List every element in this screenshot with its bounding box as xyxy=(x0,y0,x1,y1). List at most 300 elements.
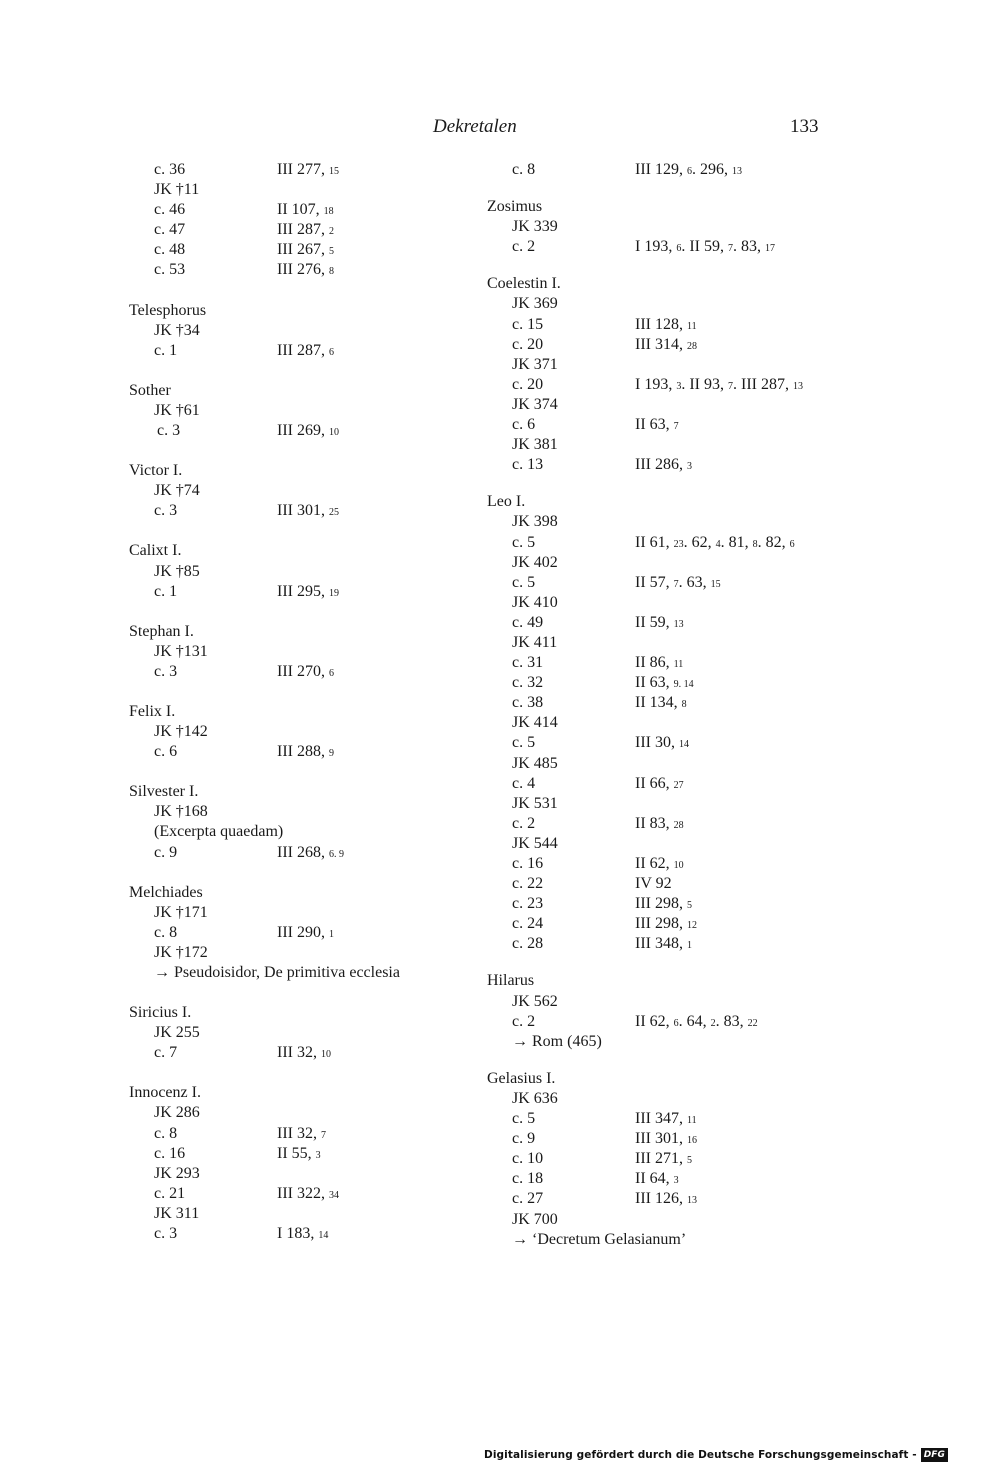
entry-label: c. 15 xyxy=(512,315,544,333)
register-number xyxy=(129,481,459,501)
volume-reference xyxy=(277,1144,321,1166)
volume-reference xyxy=(635,653,683,675)
entry-label: Innocenz I. xyxy=(129,1084,201,1102)
entry-label: c. 1 xyxy=(154,582,178,600)
reference-page: II 64, xyxy=(635,1170,674,1188)
reference-page: III 322, xyxy=(277,1184,329,1202)
register-number xyxy=(487,1210,857,1230)
reference-line: 9. 14 xyxy=(673,679,694,691)
chapter-entry xyxy=(487,673,857,693)
entry-label: Sother xyxy=(129,381,171,399)
chapter-entry xyxy=(487,415,857,435)
volume-reference xyxy=(635,533,795,555)
reference-page: IV 92 xyxy=(635,875,672,893)
volume-reference xyxy=(635,375,803,397)
entry-label: JK 544 xyxy=(512,834,558,852)
reference-line: 4 xyxy=(715,538,721,550)
entry-gap xyxy=(129,361,459,381)
volume-reference xyxy=(277,341,334,363)
reference-page: II 55, xyxy=(277,1144,316,1162)
chapter-entry xyxy=(129,582,459,602)
entry-label: c. 5 xyxy=(512,573,536,591)
reference-line: 10 xyxy=(328,427,339,439)
entry-label: JK 339 xyxy=(512,218,558,236)
entry-label: JK 374 xyxy=(512,395,558,413)
entry-label: c. 6 xyxy=(154,743,178,761)
entry-label: c. 18 xyxy=(512,1170,544,1188)
entry-label: Hilarus xyxy=(487,972,535,990)
pope-heading xyxy=(487,197,857,217)
entry-label: c. 2 xyxy=(512,1012,536,1030)
reference-page: III 128, xyxy=(635,315,687,333)
volume-reference xyxy=(277,160,339,182)
volume-reference xyxy=(277,501,339,523)
entry-label: Silvester I. xyxy=(129,783,199,801)
reference-line: 6 xyxy=(328,667,334,679)
volume-reference xyxy=(635,1169,679,1191)
entry-label: c. 9 xyxy=(154,843,178,861)
pope-heading xyxy=(129,622,459,642)
entry-label: (Excerpta quaedam) xyxy=(154,823,284,841)
register-number xyxy=(487,355,857,375)
chapter-entry xyxy=(487,1169,857,1189)
chapter-entry xyxy=(487,237,857,257)
footer-text: Digitalisierung gefördert durch die Deutsche Forschungsgemeinschaft - xyxy=(484,1449,917,1461)
entry-label: Calixt I. xyxy=(129,542,182,560)
volume-reference xyxy=(277,220,334,242)
chapter-entry xyxy=(487,774,857,794)
reference-line: 14 xyxy=(318,1230,329,1242)
reference-page: II 66, xyxy=(635,774,674,792)
reference-line: 8 xyxy=(681,699,687,711)
entry-gap xyxy=(487,257,857,274)
register-number xyxy=(487,633,857,653)
register-number xyxy=(129,722,459,742)
entry-gap xyxy=(129,863,459,883)
entry-label: Gelasius I. xyxy=(487,1069,556,1087)
chapter-entry xyxy=(129,923,459,943)
reference-line: 28 xyxy=(686,340,697,352)
entry-label: c. 27 xyxy=(512,1190,544,1208)
chapter-entry xyxy=(487,693,857,713)
entry-label: JK †34 xyxy=(154,321,200,339)
entry-label: c. 1 xyxy=(154,341,178,359)
entry-gap xyxy=(487,475,857,492)
chapter-entry xyxy=(129,501,459,521)
volume-reference xyxy=(635,693,687,715)
reference-page: . 81, xyxy=(720,533,753,551)
entry-label: JK 636 xyxy=(512,1089,558,1107)
dfg-logo: DFG xyxy=(921,1448,948,1462)
pope-heading xyxy=(129,883,459,903)
reference-line: 8 xyxy=(328,266,334,278)
register-number xyxy=(487,713,857,733)
entry-label: c. 31 xyxy=(512,654,544,672)
volume-reference xyxy=(635,415,679,437)
volume-reference xyxy=(277,1224,328,1246)
register-number xyxy=(129,1103,459,1123)
entry-label: c. 47 xyxy=(154,221,186,239)
reference-page: III 129, xyxy=(635,161,687,178)
chapter-entry xyxy=(129,1144,459,1164)
entry-label: JK 398 xyxy=(512,513,558,531)
reference-page: II 134, xyxy=(635,694,682,712)
reference-line: 6 xyxy=(676,243,682,255)
entry-label: c. 3 xyxy=(154,502,178,520)
entry-gap xyxy=(129,521,459,541)
reference-page: II 62, xyxy=(635,855,674,872)
register-number xyxy=(487,435,857,455)
chapter-entry xyxy=(487,854,857,874)
register-number xyxy=(129,943,459,963)
reference-line: 13 xyxy=(731,166,742,177)
entry-label: → Pseudoisidor, De primitiva ecclesia xyxy=(154,964,400,981)
entry-label: c. 16 xyxy=(512,855,544,872)
volume-reference xyxy=(635,335,697,357)
reference-line: 7 xyxy=(320,1129,326,1141)
reference-line: 11 xyxy=(673,659,684,671)
reference-page: II 59, xyxy=(635,613,674,631)
chapter-entry xyxy=(129,742,459,762)
reference-line: 3 xyxy=(673,1175,679,1187)
entry-label: c. 28 xyxy=(512,935,544,953)
reference-page: . 83, xyxy=(732,238,765,256)
entry-label: JK †172 xyxy=(154,943,208,961)
reference-line: 18 xyxy=(323,206,334,218)
reference-line: 7 xyxy=(727,380,733,392)
entry-label: c. 8 xyxy=(154,923,178,941)
register-number xyxy=(129,642,459,662)
reference-page: . 82, xyxy=(757,533,790,551)
chapter-entry xyxy=(487,533,857,553)
reference-page: I 193, xyxy=(635,238,677,256)
entry-label: JK 371 xyxy=(512,355,558,373)
entry-label: JK 369 xyxy=(512,295,558,313)
reference-page: II 57, xyxy=(635,573,674,591)
volume-reference xyxy=(277,742,334,764)
entry-label: JK 531 xyxy=(512,794,558,812)
entry-label: c. 2 xyxy=(512,238,536,256)
reference-line: 19 xyxy=(328,587,339,599)
chapter-entry xyxy=(129,220,459,240)
volume-reference xyxy=(635,1149,692,1171)
entry-label: c. 20 xyxy=(512,375,544,393)
entry-label: c. 7 xyxy=(154,1044,178,1062)
index-column-left xyxy=(129,160,459,1244)
reference-line: 28 xyxy=(673,819,684,831)
reference-line: 23 xyxy=(673,538,684,550)
entry-label: Felix I. xyxy=(129,702,176,720)
chapter-entry xyxy=(487,733,857,753)
reference-line: 6 xyxy=(686,166,692,177)
chapter-entry xyxy=(487,894,857,914)
entry-label: c. 6 xyxy=(512,416,536,434)
reference-line: 1 xyxy=(328,928,334,940)
register-number xyxy=(129,321,459,341)
reference-line: 6. 9 xyxy=(328,848,344,860)
entry-gap xyxy=(129,441,459,461)
reference-page: III 288, xyxy=(277,743,329,761)
entry-label: JK †168 xyxy=(154,803,208,821)
entry-label: → ‘Decretum Gelasianum’ xyxy=(512,1230,687,1248)
register-number xyxy=(129,401,459,421)
entry-label: JK 414 xyxy=(512,714,558,732)
pope-heading xyxy=(129,541,459,561)
reference-line: 5 xyxy=(328,246,334,258)
entry-label: c. 5 xyxy=(512,1110,536,1128)
chapter-entry xyxy=(487,814,857,834)
reference-line: 6 xyxy=(673,1017,679,1029)
reference-line: 17 xyxy=(764,243,775,255)
reference-line: 34 xyxy=(328,1189,339,1201)
chapter-entry xyxy=(487,315,857,335)
volume-reference xyxy=(277,1043,331,1065)
entry-label: c. 13 xyxy=(512,456,544,474)
chapter-entry xyxy=(129,1043,459,1063)
reference-page: III 276, xyxy=(277,261,329,279)
reference-page: III 270, xyxy=(277,662,329,680)
entry-label: JK †11 xyxy=(154,181,200,199)
chapter-entry xyxy=(487,160,857,180)
entry-gap xyxy=(129,682,459,702)
entry-label: JK †131 xyxy=(154,642,208,660)
volume-reference xyxy=(635,160,742,182)
entry-label: JK †85 xyxy=(154,562,200,580)
entry-label: JK 410 xyxy=(512,593,558,611)
register-number xyxy=(487,512,857,532)
volume-reference xyxy=(635,934,692,956)
entry-label: c. 38 xyxy=(512,694,544,712)
reference-page: III 269, xyxy=(277,422,329,440)
reference-page: II 83, xyxy=(635,814,674,832)
pope-heading xyxy=(129,461,459,481)
reference-page: . III 287, xyxy=(732,375,793,393)
reference-line: 7 xyxy=(673,578,679,590)
pope-heading xyxy=(129,1003,459,1023)
reference-page: III 287, xyxy=(277,341,329,359)
entry-gap xyxy=(129,762,459,782)
entry-label: Stephan I. xyxy=(129,622,194,640)
chapter-entry xyxy=(129,662,459,682)
register-number xyxy=(487,1230,857,1250)
chapter-entry xyxy=(487,1129,857,1149)
entry-label: c. 3 xyxy=(154,662,178,680)
entry-label: c. 21 xyxy=(154,1184,186,1202)
chapter-entry xyxy=(129,160,459,180)
reference-page: III 348, xyxy=(635,935,687,953)
entry-label: c. 48 xyxy=(154,241,186,259)
pope-heading xyxy=(129,1083,459,1103)
reference-page: II 107, xyxy=(277,201,324,219)
register-number xyxy=(487,992,857,1012)
reference-page: II 62, xyxy=(635,1012,674,1030)
entry-label: c. 46 xyxy=(154,201,186,219)
entry-label: Coelestin I. xyxy=(487,275,561,293)
chapter-entry xyxy=(487,335,857,355)
page-number: 133 xyxy=(790,116,819,137)
entry-label: JK 562 xyxy=(512,992,558,1010)
entry-label: c. 53 xyxy=(154,261,186,279)
chapter-entry xyxy=(487,455,857,475)
entry-label: c. 4 xyxy=(512,774,536,792)
pope-heading xyxy=(129,381,459,401)
reference-line: 3 xyxy=(676,380,682,392)
register-number xyxy=(129,822,459,842)
volume-reference xyxy=(635,573,721,595)
reference-page: III 347, xyxy=(635,1110,687,1128)
entry-label: JK †61 xyxy=(154,401,200,419)
index-column-right xyxy=(487,160,857,1250)
chapter-entry xyxy=(487,1149,857,1169)
reference-line: 8 xyxy=(752,538,758,550)
reference-line: 2 xyxy=(710,1017,716,1029)
chapter-entry xyxy=(129,1184,459,1204)
reference-line: 13 xyxy=(686,1195,697,1207)
chapter-entry xyxy=(487,613,857,633)
entry-label: JK 381 xyxy=(512,436,558,454)
reference-page: III 298, xyxy=(635,915,687,933)
digitization-footer xyxy=(484,1448,948,1462)
entry-label: Victor I. xyxy=(129,462,183,480)
chapter-entry xyxy=(487,1189,857,1209)
chapter-entry xyxy=(487,934,857,954)
pope-heading xyxy=(487,971,857,991)
reference-page: III 30, xyxy=(635,734,679,752)
reference-line: 25 xyxy=(328,507,339,519)
entry-label: JK †142 xyxy=(154,723,208,741)
entry-label: c. 20 xyxy=(512,335,544,353)
reference-line: 7 xyxy=(673,421,679,433)
reference-line: 5 xyxy=(686,900,692,912)
volume-reference xyxy=(635,1129,697,1151)
volume-reference xyxy=(635,733,689,755)
reference-page: III 301, xyxy=(635,1130,687,1148)
register-number xyxy=(129,802,459,822)
entry-label: c. 8 xyxy=(512,161,536,178)
volume-reference xyxy=(635,673,694,695)
reference-page: II 86, xyxy=(635,654,674,672)
entry-label: JK †74 xyxy=(154,482,200,500)
entry-label: → Rom (465) xyxy=(512,1032,602,1050)
chapter-entry xyxy=(487,573,857,593)
register-number xyxy=(487,593,857,613)
volume-reference xyxy=(277,421,339,443)
reference-page: III 277, xyxy=(277,161,329,178)
reference-page: III 298, xyxy=(635,895,687,913)
chapter-entry xyxy=(129,200,459,220)
running-title: Dekretalen xyxy=(433,116,517,137)
entry-label: Leo I. xyxy=(487,493,526,511)
reference-line: 22 xyxy=(747,1017,758,1029)
entry-gap xyxy=(487,1052,857,1069)
reference-page: III 267, xyxy=(277,241,329,259)
register-number xyxy=(487,794,857,814)
entry-label: JK 700 xyxy=(512,1210,558,1228)
reference-page: III 287, xyxy=(277,221,329,239)
chapter-entry xyxy=(487,375,857,395)
register-number xyxy=(487,395,857,415)
reference-page: I 183, xyxy=(277,1225,319,1243)
entry-label: c. 2 xyxy=(512,814,536,832)
pope-heading xyxy=(129,782,459,802)
chapter-entry xyxy=(129,240,459,260)
entry-label: Melchiades xyxy=(129,883,203,901)
register-number xyxy=(487,294,857,314)
volume-reference xyxy=(277,923,334,945)
volume-reference xyxy=(635,1012,758,1034)
entry-label: JK 402 xyxy=(512,553,558,571)
pope-heading xyxy=(129,301,459,321)
entry-label: JK 255 xyxy=(154,1024,200,1042)
reference-line: 11 xyxy=(686,320,697,332)
entry-label: c. 5 xyxy=(512,533,536,551)
register-number xyxy=(129,180,459,200)
entry-label: JK 311 xyxy=(154,1204,200,1222)
register-number xyxy=(487,834,857,854)
register-number xyxy=(129,1023,459,1043)
reference-line: 10 xyxy=(673,860,684,871)
chapter-entry xyxy=(487,1012,857,1032)
register-number xyxy=(487,217,857,237)
entry-label: c. 23 xyxy=(512,895,544,913)
volume-reference xyxy=(635,613,684,635)
entry-label: JK †171 xyxy=(154,903,208,921)
reference-line: 15 xyxy=(710,578,721,590)
entry-label: c. 24 xyxy=(512,915,544,933)
chapter-entry xyxy=(129,1124,459,1144)
chapter-entry xyxy=(129,843,459,863)
volume-reference xyxy=(635,814,684,836)
entry-gap xyxy=(129,602,459,622)
entry-gap xyxy=(487,954,857,971)
volume-reference xyxy=(277,260,334,282)
volume-reference xyxy=(635,237,775,259)
chapter-entry xyxy=(129,341,459,361)
reference-line: 3 xyxy=(315,1149,321,1161)
entry-label: c. 5 xyxy=(512,734,536,752)
volume-reference xyxy=(635,1109,697,1131)
reference-line: 6 xyxy=(789,538,795,550)
volume-reference xyxy=(635,455,692,477)
reference-line: 13 xyxy=(673,618,684,630)
reference-line: 15 xyxy=(328,166,339,177)
reference-page: . 83, xyxy=(715,1012,748,1030)
register-number xyxy=(487,1089,857,1109)
chapter-entry xyxy=(487,1109,857,1129)
volume-reference xyxy=(635,874,672,894)
reference-line: 3 xyxy=(686,461,692,473)
volume-reference xyxy=(635,774,684,796)
register-number xyxy=(129,562,459,582)
entry-label: c. 10 xyxy=(512,1150,544,1168)
pope-heading xyxy=(487,1069,857,1089)
reference-line: 11 xyxy=(686,1115,697,1127)
register-number xyxy=(487,553,857,573)
entry-label: Zosimus xyxy=(487,198,543,216)
entry-label: JK 286 xyxy=(154,1104,200,1122)
entry-label: c. 32 xyxy=(512,674,544,692)
volume-reference xyxy=(635,1189,697,1211)
entry-gap xyxy=(129,983,459,1003)
volume-reference xyxy=(277,843,344,865)
reference-line: 13 xyxy=(792,380,803,392)
reference-line: 9 xyxy=(328,748,334,760)
reference-page: . 62, xyxy=(683,533,716,551)
entry-label: c. 8 xyxy=(154,1124,178,1142)
chapter-entry xyxy=(487,874,857,894)
entry-label: c. 16 xyxy=(154,1144,186,1162)
volume-reference xyxy=(277,662,334,684)
